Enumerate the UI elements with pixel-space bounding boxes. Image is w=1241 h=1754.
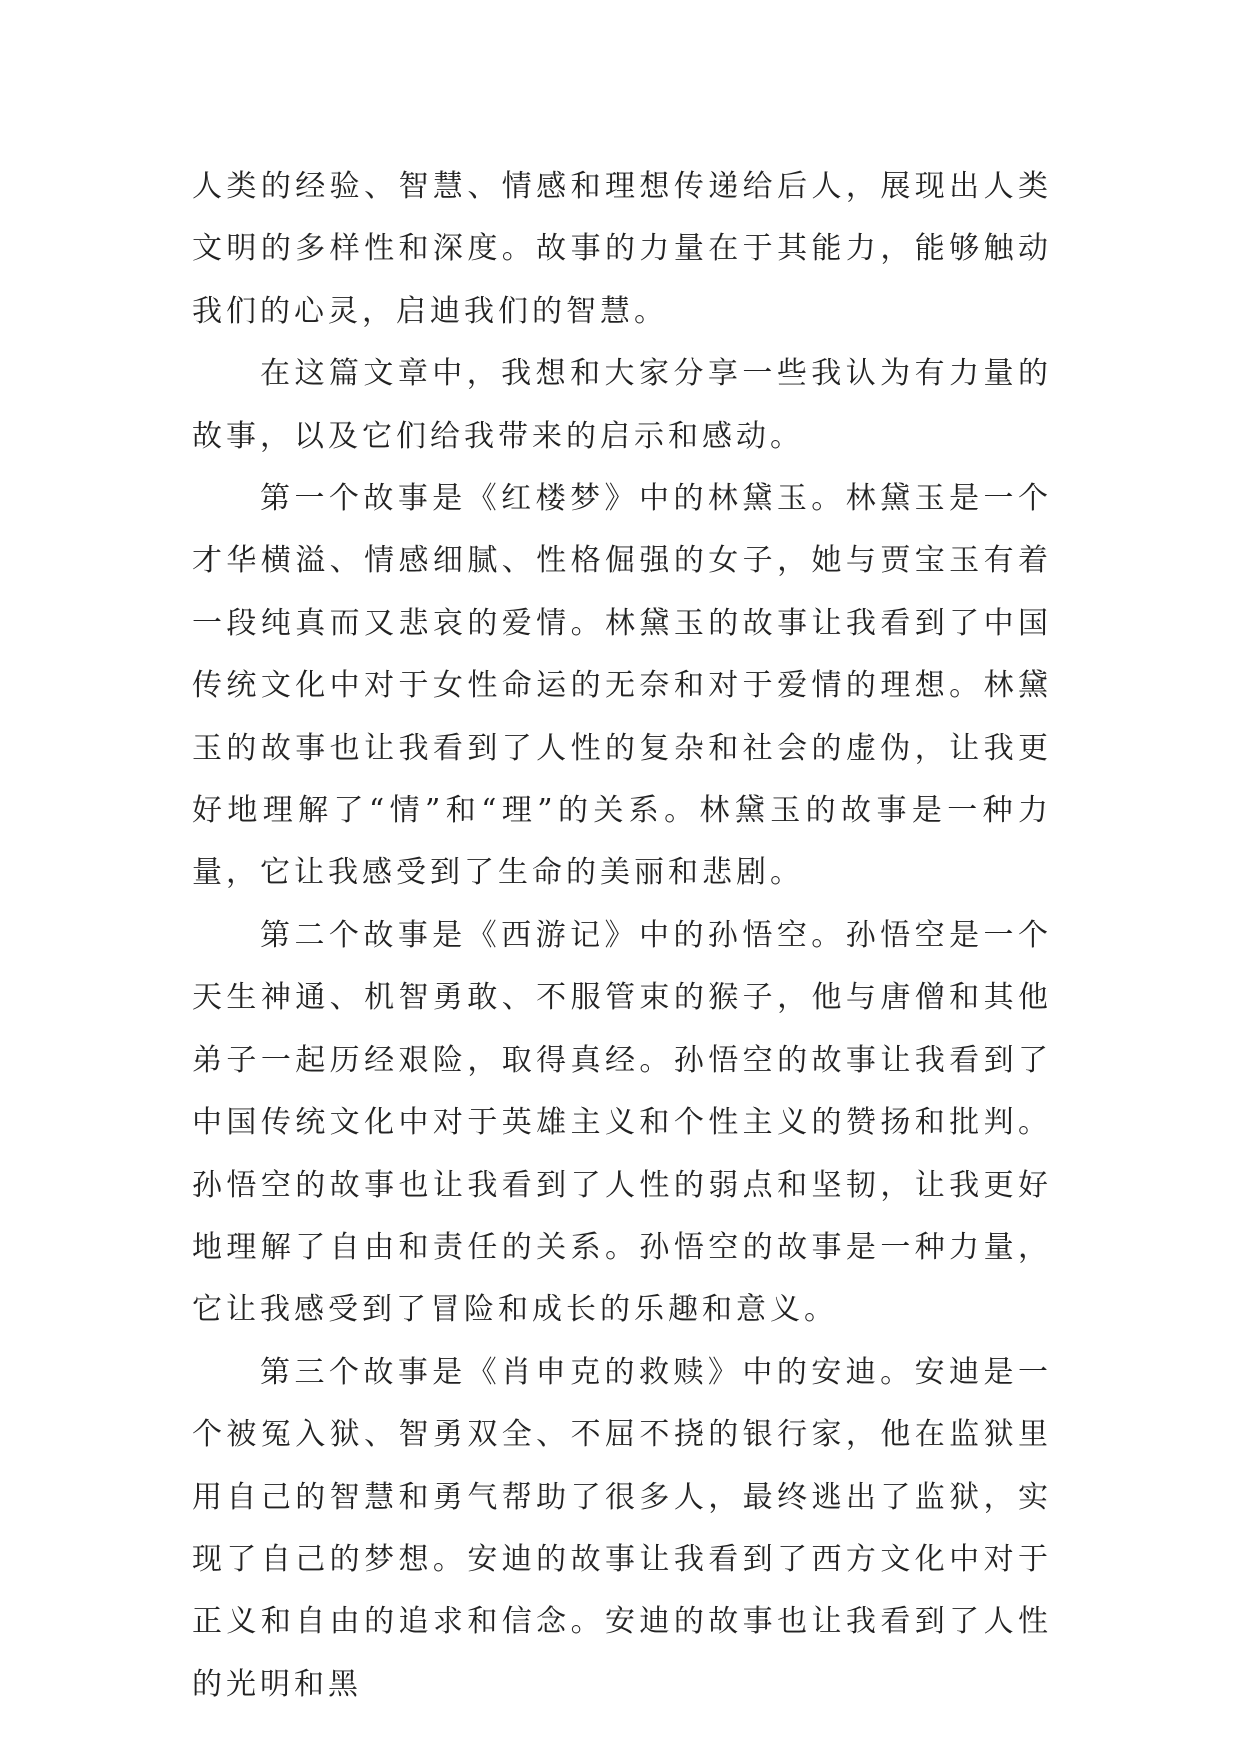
paragraph-4: 第二个故事是《西游记》中的孙悟空。孙悟空是一个天生神通、机智勇敢、不服管束的猴子，他与唐僧和其他弟子一起历经艰险，取得真经。孙悟空的故事让我看到了中国传统文化中对于英雄主义和个性主义的赞扬和批判。孙悟空的故事也让我看到了人性的弱点和坚韧，让我更好地理解了自由和责任的关系。孙悟空的故事是一种力量，它让我感受到了冒险和成长的乐趣和意义。: [192, 917, 1052, 1328]
paragraph-3: 第一个故事是《红楼梦》中的林黛玉。林黛玉是一个才华横溢、情感细腻、性格倔强的女子，她与贾宝玉有着一段纯真而又悲哀的爱情。林黛玉的故事让我看到了中国传统文化中对于女性命运的无奈和对于爱情的理想。林黛玉的故事也让我看到了人性的复杂和社会的虚伪，让我更好地理解了“情”和“理”的关系。林黛玉的故事是一种力量，它让我感受到了生命的美丽和悲剧。: [192, 481, 1052, 891]
paragraph-2: 在这篇文章中，我想和大家分享一些我认为有力量的故事，以及它们给我带来的启示和感动。: [192, 356, 1052, 454]
document-body: [192, 156, 1052, 1716]
paragraph-5: 第三个故事是《肖申克的救赎》中的安迪。安迪是一个被冤入狱、智勇双全、不屈不挠的银行家，他在监狱里用自己的智慧和勇气帮助了很多人，最终逃出了监狱，实现了自己的梦想。安迪的故事让我看到了西方文化中对于正义和自由的追求和信念。安迪的故事也让我看到了人性的光明和黑: [192, 1354, 1052, 1702]
paragraph-1: 人类的经验、智慧、情感和理想传递给后人，展现出人类文明的多样性和深度。故事的力量在于其能力，能够触动我们的心灵，启迪我们的智慧。: [192, 169, 1052, 329]
